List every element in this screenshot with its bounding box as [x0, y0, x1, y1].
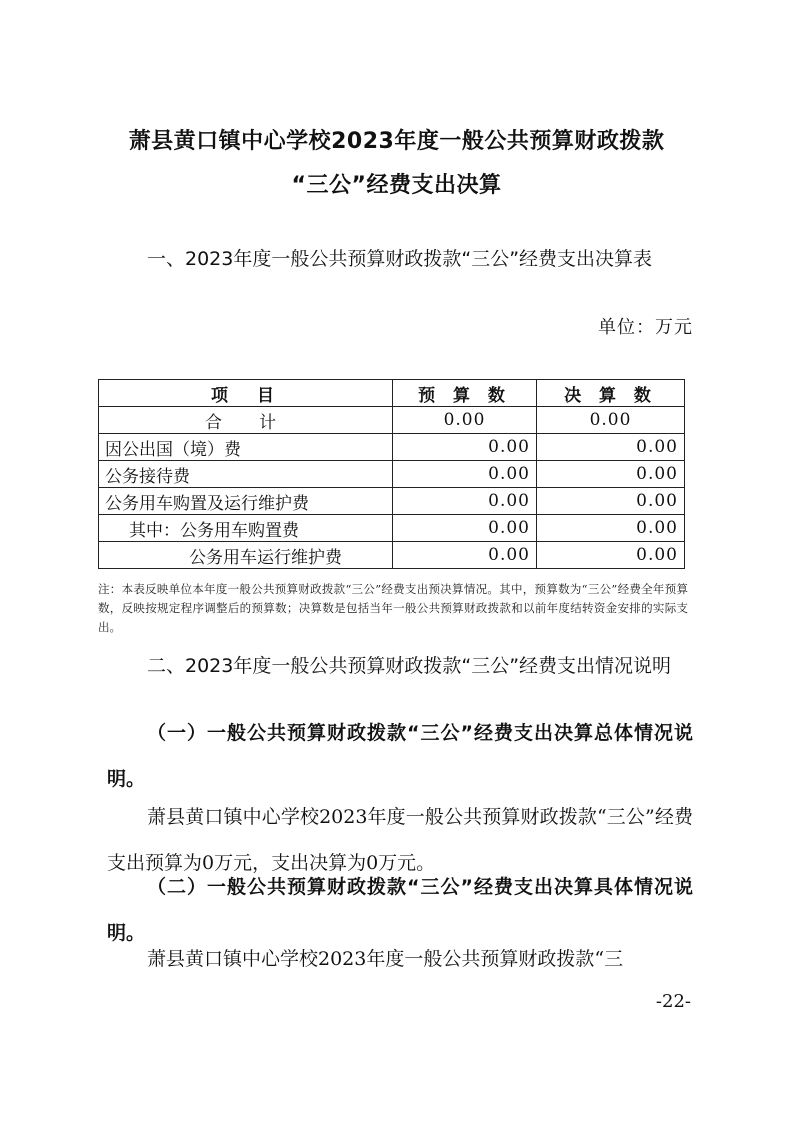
- subsection1-body: 萧县黄口镇中心学校2023年度一般公共预算财政拨款“三公”经费支出预算为0万元，支出决算为0万元。: [107, 806, 693, 874]
- page-number: -22-: [655, 991, 691, 1012]
- subsection2-body: 萧县黄口镇中心学校2023年度一般公共预算财政拨款“三: [147, 948, 624, 970]
- row-label: 因公出国（境）费: [99, 434, 393, 461]
- row-final: 0.00: [537, 488, 685, 515]
- total-budget: 0.00: [393, 407, 537, 434]
- section1-heading: 一、2023年度一般公共预算财政拨款“三公”经费支出决算表: [147, 248, 653, 270]
- row-final: 0.00: [537, 515, 685, 542]
- table-total-row: [99, 407, 685, 434]
- subsection1-heading: （一）一般公共预算财政拨款“三公”经费支出决算总体情况说明。: [107, 722, 693, 790]
- expense-table: [98, 379, 685, 569]
- table-row: [99, 542, 685, 569]
- table-row: [99, 515, 685, 542]
- header-final: 决 算 数: [537, 380, 685, 407]
- subsection2-heading: （二）一般公共预算财政拨款“三公”经费支出决算具体情况说明。: [107, 876, 693, 944]
- table-row: [99, 488, 685, 515]
- table-header-row: [99, 380, 685, 407]
- total-label: 合 计: [99, 407, 393, 434]
- row-budget: 0.00: [393, 434, 537, 461]
- row-label: 公务用车运行维护费: [99, 542, 393, 569]
- row-budget: 0.00: [393, 488, 537, 515]
- row-budget: 0.00: [393, 461, 537, 488]
- row-label: 公务用车购置及运行维护费: [99, 488, 393, 515]
- table-row: [99, 461, 685, 488]
- row-budget: 0.00: [393, 542, 537, 569]
- row-final: 0.00: [537, 461, 685, 488]
- total-final: 0.00: [537, 407, 685, 434]
- row-final: 0.00: [537, 434, 685, 461]
- table-note: 注：本表反映单位本年度一般公共预算财政拨款“三公”经费支出预决算情况。其中，预算数为“三公”经费全年预算数，反映按规定程序调整后的预算数；决算数是包括当年一般公共预算财政拨款和以前年度结转资金安排的实际支出。: [98, 582, 688, 634]
- section2-heading: 二、2023年度一般公共预算财政拨款“三公”经费支出情况说明: [147, 655, 672, 677]
- row-final: 0.00: [537, 542, 685, 569]
- header-budget: 预 算 数: [393, 380, 537, 407]
- row-budget: 0.00: [393, 515, 537, 542]
- document-title-line2: “三公”经费支出决算: [291, 173, 502, 198]
- header-item: 项 目: [99, 380, 393, 407]
- document-title-line1: 萧县黄口镇中心学校2023年度一般公共预算财政拨款: [128, 129, 665, 154]
- table-row: [99, 434, 685, 461]
- row-label: 其中：公务用车购置费: [99, 515, 393, 542]
- row-label: 公务接待费: [99, 461, 393, 488]
- unit-label: 单位：万元: [598, 317, 693, 338]
